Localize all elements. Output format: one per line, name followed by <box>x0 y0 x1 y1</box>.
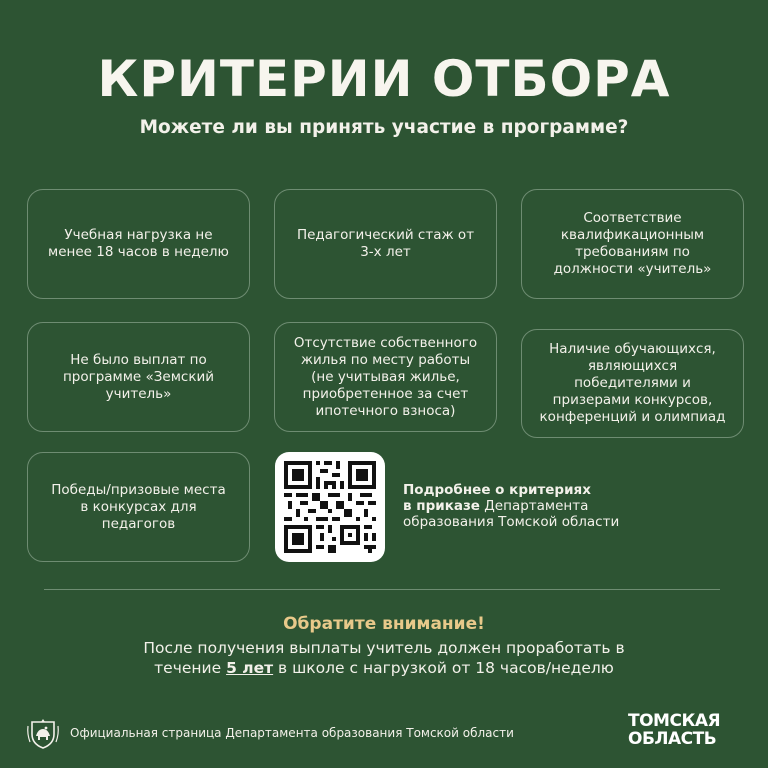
criterion-card <box>27 322 250 432</box>
footer-text: Официальная страница Департамента образования Томской области <box>70 726 514 740</box>
criterion-text: Не было выплат по программе «Земский учитель» <box>62 351 215 402</box>
attention-text: После получения выплаты учитель должен проработать в течение 5 лет в школе с нагрузкой от 18 часов/неделю <box>143 639 625 677</box>
brand-logo: ТОМСКАЯ ОБЛАСТЬ <box>628 711 721 749</box>
criterion-card <box>521 329 744 438</box>
criterion-card <box>521 189 744 299</box>
criterion-card <box>274 322 497 432</box>
attention-heading: Обратите внимание! <box>283 614 485 634</box>
criterion-text: Педагогический стаж от 3-х лет <box>296 227 475 260</box>
page-title: КРИТЕРИИ ОТБОРА <box>97 50 671 108</box>
divider <box>44 589 720 590</box>
criterion-text: Победы/призовые места в конкурсах для педагогов <box>51 481 226 532</box>
criterion-card <box>27 189 250 299</box>
criterion-text: Отсутствие собственного жилья по месту работы (не учитывая жилье, приобретенное за счет ипотечного взноса) <box>293 334 478 419</box>
criterion-card <box>274 189 497 299</box>
qr-note: Подробнее о критериях в приказе Департамента образования Томской области <box>403 482 620 530</box>
criterion-text: Соответствие квалификационным требованиям по должности «учитель» <box>553 210 712 277</box>
page-subtitle: Можете ли вы принять участие в программе? <box>139 117 629 138</box>
criterion-text: Наличие обучающихся, являющихся победителями и призерами конкурсов, конференций и олимпиад <box>539 341 726 425</box>
coat-of-arms-icon <box>26 716 60 750</box>
qr-code-icon <box>284 461 376 553</box>
criterion-card <box>27 452 250 562</box>
qr-code[interactable] <box>275 452 385 562</box>
highlight-years: 5 лет <box>226 659 274 677</box>
criterion-text: Учебная нагрузка не менее 18 часов в неделю <box>48 227 229 260</box>
